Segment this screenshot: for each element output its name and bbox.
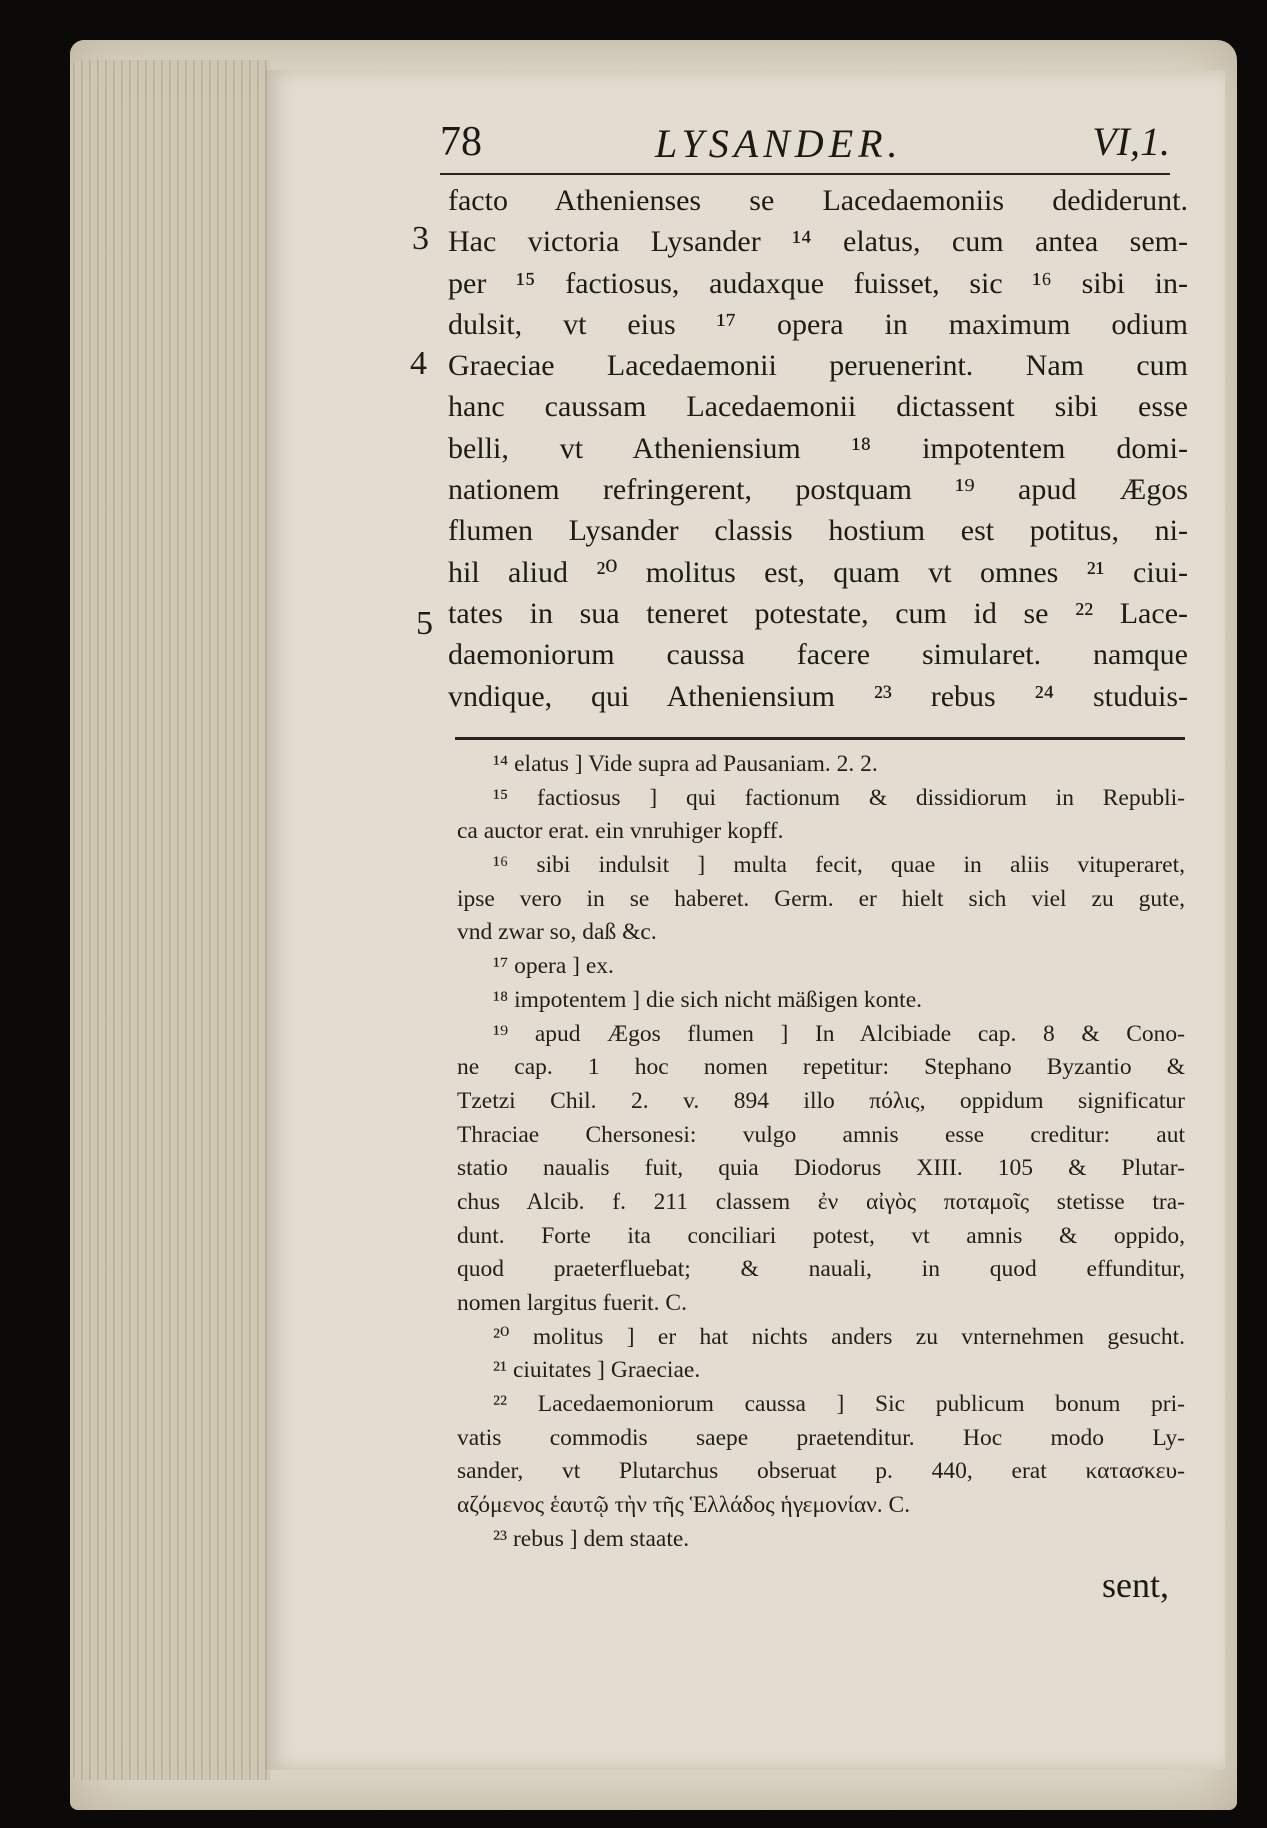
footnote-rule bbox=[455, 737, 1185, 740]
note-line: ca auctor erat. ein vnruhiger kopff. bbox=[457, 818, 784, 845]
margin-number: 3 bbox=[412, 220, 429, 257]
text-line: Graeciae Lacedaemonii peruenerint. Nam cum bbox=[448, 349, 1188, 383]
text-line: hanc caussam Lacedaemonii dictassent sibi esse bbox=[448, 390, 1188, 424]
note-line: ²³ rebus ] dem staate. bbox=[493, 1525, 690, 1552]
note-line: vnd zwar so, daß &c. bbox=[457, 919, 657, 946]
text-line: per ¹⁵ factiosus, audaxque fuisset, sic ¹⁶ sibi in- bbox=[448, 266, 1188, 300]
text-line: dulsit, vt eius ¹⁷ opera in maximum odium bbox=[448, 307, 1188, 341]
text-line: facto Athenienses se Lacedaemoniis dediderunt. bbox=[448, 184, 1188, 217]
note-line: quod praeterfluebat; & nauali, in quod effunditur, bbox=[457, 1256, 1185, 1283]
page-number: 78 bbox=[440, 119, 482, 165]
margin-number: 5 bbox=[416, 605, 433, 642]
note-line: ¹⁹ apud Ægos flumen ] In Alcibiade cap. 8 & Cono- bbox=[493, 1020, 1185, 1047]
text-line: vndique, qui Atheniensium ²³ rebus ²⁴ studuis- bbox=[448, 679, 1188, 713]
note-line: ²⁰ molitus ] er hat nichts anders zu vnternehmen gesucht. bbox=[493, 1323, 1185, 1350]
footnotes bbox=[457, 748, 1185, 1557]
text-line: tates in sua teneret potestate, cum id se ²² Lace- bbox=[448, 596, 1188, 630]
note-line: ¹⁵ factiosus ] qui factionum & dissidiorum in Republi- bbox=[493, 784, 1185, 811]
note-line: nomen largitus fuerit. C. bbox=[457, 1290, 687, 1316]
note-line: chus Alcib. f. 211 classem ἐν αἰγὸς ποταμοῖς stetisse tra- bbox=[457, 1188, 1185, 1215]
note-line: Tzetzi Chil. 2. v. 894 illo πόλις, oppidum significatur bbox=[457, 1087, 1185, 1114]
text-line: flumen Lysander classis hostium est potitus, ni- bbox=[448, 514, 1188, 548]
catchword: sent, bbox=[1102, 1565, 1169, 1605]
note-line: ¹⁴ elatus ] Vide supra ad Pausaniam. 2. 2. bbox=[493, 751, 878, 777]
text-line: Hac victoria Lysander ¹⁴ elatus, cum antea sem- bbox=[448, 225, 1188, 259]
note-line: sander, vt Plutarchus obseruat p. 440, erat κατασκευ- bbox=[457, 1458, 1185, 1485]
note-line: vatis commodis saepe praetenditur. Hoc modo Ly- bbox=[457, 1424, 1185, 1451]
note-line: ne cap. 1 hoc nomen repetitur: Stephano Byzantio & bbox=[457, 1054, 1185, 1081]
text-line: nationem refringerent, postquam ¹⁹ apud Ægos bbox=[448, 473, 1188, 507]
running-header bbox=[440, 118, 1170, 174]
note-line: statio naualis fuit, quia Diodorus XIII. 105 & Plutar- bbox=[457, 1155, 1185, 1182]
note-line: ¹⁸ impotentem ] die sich nicht mäßigen konte. bbox=[493, 986, 923, 1013]
note-line: Thraciae Chersonesi: vulgo amnis esse creditur: aut bbox=[457, 1121, 1185, 1148]
main-text bbox=[448, 180, 1188, 717]
text-line: belli, vt Atheniensium ¹⁸ impotentem domi- bbox=[448, 431, 1188, 465]
note-line: ¹⁶ sibi indulsit ] multa fecit, quae in aliis vituperaret, bbox=[493, 852, 1185, 879]
note-line: ²² Lacedaemoniorum caussa ] Sic publicum bonum pri- bbox=[493, 1391, 1185, 1418]
text-line: hil aliud ²⁰ molitus est, quam vt omnes ²¹ ciui- bbox=[448, 555, 1188, 589]
note-line: αζόμενος ἑαυτῷ τὴν τῆς Ἑλλάδος ἡγεμονίαν. C. bbox=[457, 1492, 911, 1519]
note-line: dunt. Forte ita conciliari potest, vt amnis & oppido, bbox=[457, 1222, 1185, 1249]
margin-number: 4 bbox=[410, 345, 427, 382]
note-line: ²¹ ciuitates ] Graeciae. bbox=[493, 1357, 701, 1384]
note-line: ¹⁷ opera ] ex. bbox=[493, 953, 614, 980]
text-line: daemoniorum caussa facere simularet. namque bbox=[448, 638, 1188, 672]
section-number: VI,1. bbox=[1092, 119, 1170, 164]
page-edges bbox=[70, 60, 270, 1780]
header-rule bbox=[440, 173, 1170, 175]
note-line: ipse vero in se haberet. Germ. er hielt sich viel zu gute, bbox=[457, 885, 1185, 912]
running-title: LYSANDER. bbox=[655, 121, 903, 166]
